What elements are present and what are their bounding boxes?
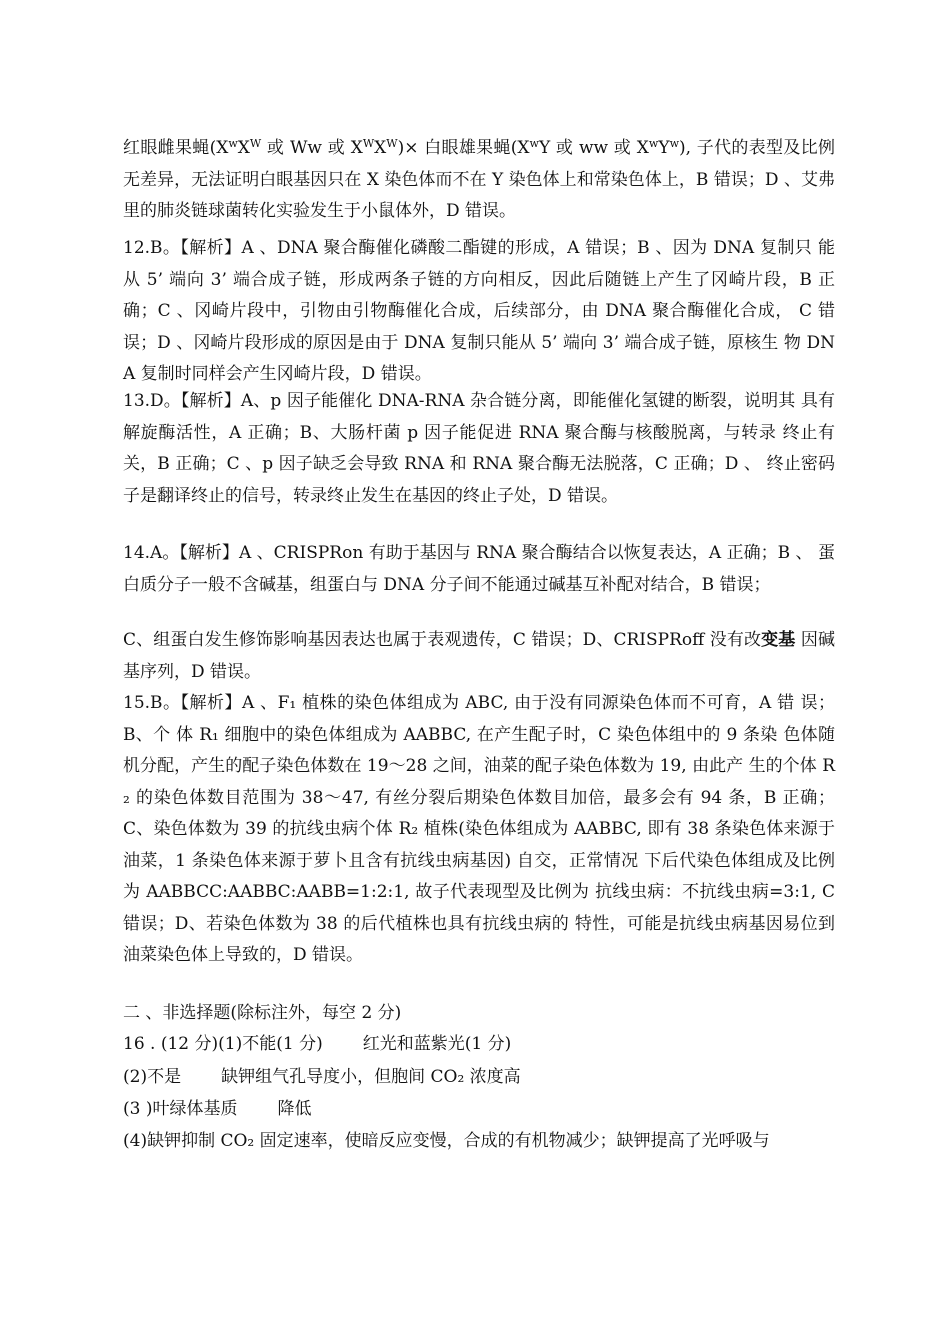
text: Y 或 ww 或 X (538, 138, 649, 158)
superscript: w (228, 136, 238, 150)
q16-line-2 (123, 1062, 521, 1092)
q16-line-1 (123, 1029, 511, 1059)
paragraph-q14-part2 (123, 625, 835, 688)
superscript: W (249, 136, 262, 150)
paragraph-q14-part1: 14.A。【解析】A 、CRISPRon 有助于基因与 RNA 聚合酶结合以恢复表达，A 正确；B 、 蛋白质分子一般不含碱基，组蛋白与 DNA 分子间不能通过碱基互补配对结合，B 错误； (123, 543, 835, 595)
superscript: W (386, 136, 398, 150)
superscript: w (669, 136, 679, 150)
text: 或 Ww 或 X (261, 138, 363, 158)
paragraph-q12: 12.B。【解析】A 、DNA 聚合酶催化磷酸二酯键的形成，A 错误；B 、因为 DNA 复制只 能从 5’ 端向 3’ 端合成子链，形成两条子链的方向相反，因此后随链上产生了冈崎片段，B 正确；C 、冈崎片段中，引物由引物酶催化合成，后续部分，由 DNA 聚合酶催化合成， C 错误；D 、冈崎片段形成的原因是由于 DNA 复制只能从 5’ 端向 3’ 端合成子链，原核生 物 DNA 复制时同样会产生冈崎片段，D 错误。 (123, 238, 835, 384)
text: 缺钾组气孔导度小，但胞间 CO₂ 浓度高 (221, 1067, 521, 1087)
text: Y (658, 138, 670, 158)
q16-line-4: (4)缺钾抑制 CO₂ 固定速率，使暗反应变慢，合成的有机物减少；缺钾提高了光呼吸与 (123, 1131, 770, 1151)
text: 红光和蓝紫光(1 分) (362, 1034, 512, 1054)
text: C、组蛋白发生修饰影响基因表达也属于表观遗传，C 错误；D、CRISPRoff 没有改 (123, 630, 762, 650)
superscript: w (529, 136, 539, 150)
text: X (237, 138, 250, 158)
text: ), 子代的表型及比例无差异，无法证明白眼基因只在 X 染色体而不在 Y 染色体上和常染色体上，B 错误；D 、艾弗里的肺炎链球菌转化实验发生于小鼠体外，D 错误。 (123, 138, 835, 221)
text: 因碱基序列，D 错误。 (123, 630, 836, 682)
paragraph-q13: 13.D。【解析】A、p 因子能催化 DNA-RNA 杂合链分离，即能催化氢键的断裂，说明其 具有解旋酶活性，A 正确；B、大肠杆菌 p 因子能促进 RNA 聚合酶与核酸脱离，与转录 终止有关，B 正确；C 、p 因子缺乏会导致 RNA 和 RNA 聚合酶无法脱落，C 正确；D 、 终止密码子是翻译终止的信号，转录终止发生在基因的终止子处，D 错误。 (123, 391, 835, 506)
text: (2)不是 (123, 1067, 182, 1087)
text: 降低 (277, 1099, 312, 1119)
text: 红眼雌果蝇(X (123, 138, 229, 158)
q16-line-3 (123, 1094, 311, 1124)
text: (3 )叶绿体基质 (123, 1099, 238, 1119)
section-heading: 二 、非选择题(除标注外，每空 2 分) (123, 1003, 402, 1023)
text: X (374, 138, 387, 158)
text: 16 . (12 分)(1)不能(1 分) (123, 1034, 323, 1054)
superscript: w (648, 136, 659, 150)
text: )× 白眼雄果蝇(X (397, 138, 530, 158)
paragraph-q11-continuation (123, 133, 835, 228)
bold-text: 变基 (761, 630, 796, 650)
paragraph-q15: 15.B。【解析】A 、F₁ 植株的染色体组成为 ABC, 由于没有同源染色体而不可育，A 错 误；B、个 体 R₁ 细胞中的染色体组成为 AABBC, 在产生配子时，C 染色体组中的 9 条染 色体随机分配，产生的配子染色体数在 19～28 之间，油菜的配子染色体数为 19, 由此产 生的个体 R₂ 的染色体数目范围为 38～47, 有丝分裂后期染色体数目加倍，最多会有 94 条，B 正确；C、染色体数为 39 的抗线虫病个体 R₂ 植株(染色体组成为 AABBC, 即有 38 条染色体来源于油菜，1 条染色体来源于萝卜且含有抗线虫病基因) 自交，正常情况 下后代染色体组成及比例为 AABBCC:AABBC:AABB=1:2:1, 故子代表现型及比例为 抗线虫病：不抗线虫病=3:1, C 错误；D、若染色体数为 38 的后代植株也具有抗线虫病的 特性，可能是抗线虫病基因易位到油菜染色体上导致的，D 错误。 (123, 693, 835, 965)
superscript: W (362, 136, 375, 150)
